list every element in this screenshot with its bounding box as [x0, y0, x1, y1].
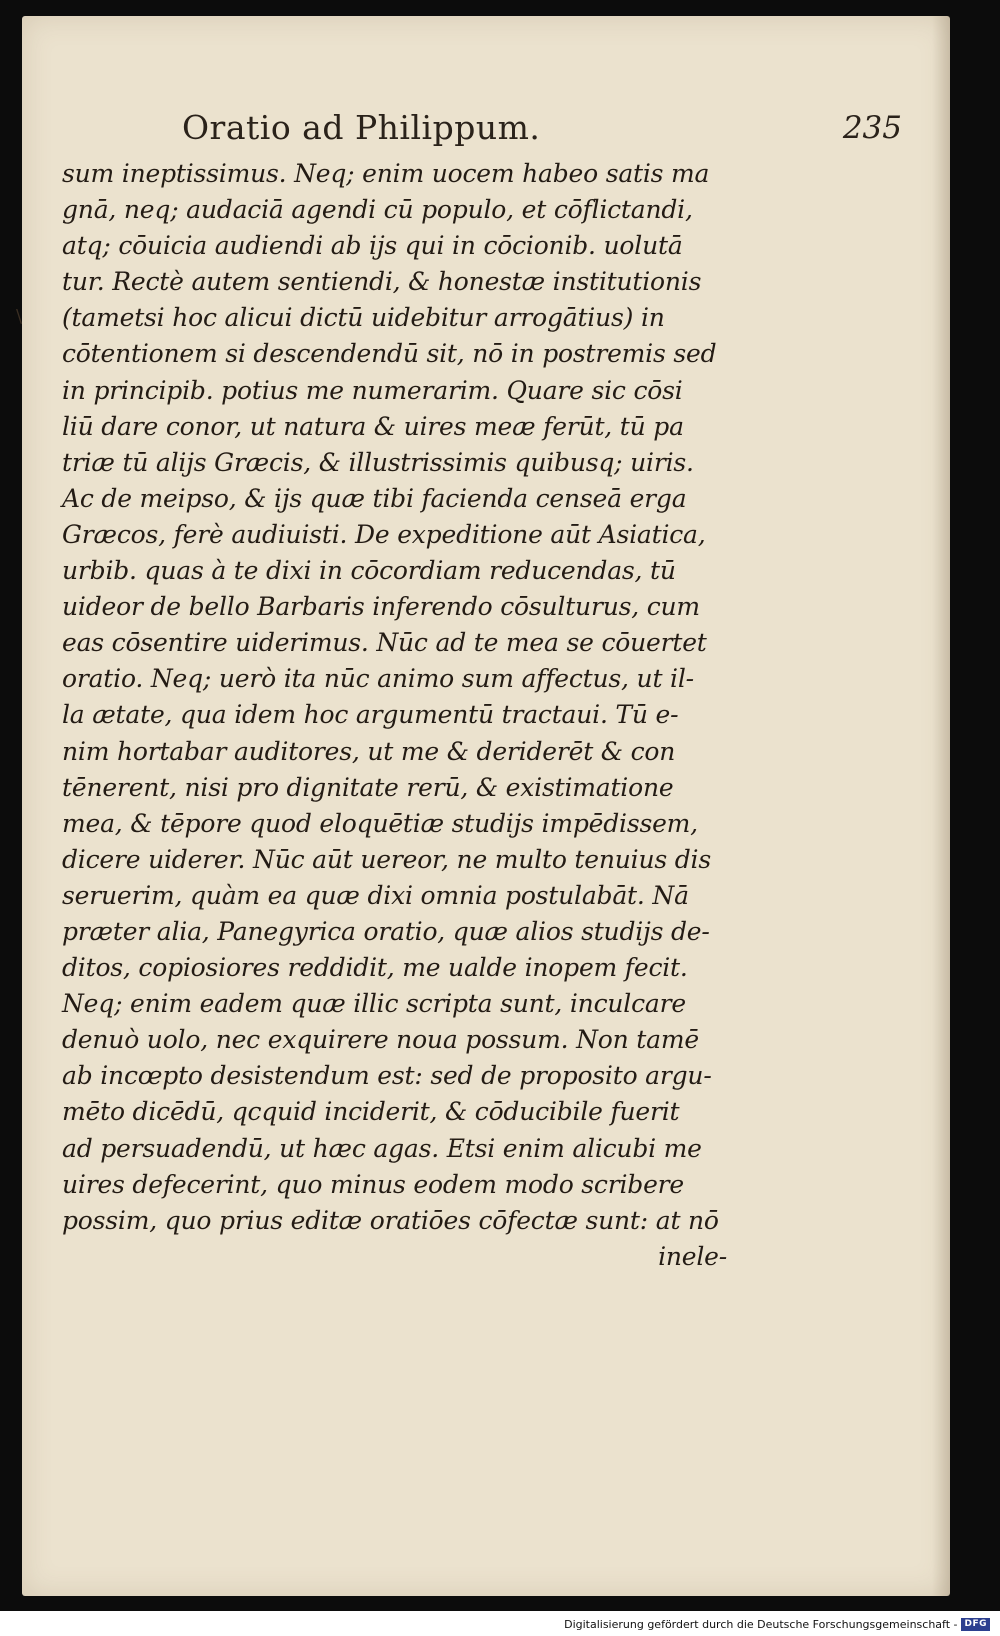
- text-line: sum ineptissimus. Neq; enim uocem habeo satis ma: [62, 159, 710, 188]
- text-line: urbib. quas à te dixi in cōcordiam reducendas, tū: [62, 556, 676, 586]
- page-edge-shadow: [932, 16, 950, 1596]
- text-line: mea, & tēpore quod eloquētiæ studijs impēdissem,: [62, 808, 698, 838]
- text-line: Neq; enim eadem quæ illic scripta sunt, inculcare: [62, 989, 686, 1019]
- text-line: dicere uiderer. Nūc aūt uereor, ne multo tenuius dis: [62, 844, 711, 874]
- page-header: [182, 108, 902, 158]
- text-line: ab incœpto desistendum est: sed de proposito argu-: [62, 1061, 712, 1091]
- credit-text: Digitalisierung gefördert durch die Deutsche Forschungsgemeinschaft -: [564, 1617, 958, 1631]
- running-head: Oratio ad Philippum.: [182, 108, 541, 147]
- digitization-credit: [564, 1616, 990, 1632]
- text-line: gnā, neq; audaciā agendi cū populo, et cōflictandi,: [62, 195, 693, 225]
- text-line: uires defecerint, quo minus eodem modo scribere: [62, 1169, 685, 1199]
- text-line: atq; cōuicia audiendi ab ijs qui in cōcionib. uolutā: [62, 231, 683, 261]
- text-line: cōtentionem si descendendū sit, nō in postremis sed: [62, 339, 717, 369]
- text-line: seruerim, quàm ea quæ dixi omnia postulabāt. Nā: [62, 880, 689, 910]
- text-line: Græcos, ferè audiuisti. De expeditione aūt Asiatica,: [62, 519, 706, 549]
- text-line: ad persuadendū, ut hæc agas. Etsi enim alicubi me: [62, 1133, 702, 1163]
- text-line: in principib. potius me numerarim. Quare sic cōsi: [62, 375, 683, 405]
- text-line: tur. Rectè autem sentiendi, & honestæ institutionis: [62, 267, 702, 297]
- text-line: mēto dicēdū, qcquid inciderit, & cōducibile fuerit: [62, 1097, 680, 1127]
- text-line: denuò uolo, nec exquirere noua possum. Non tamē: [62, 1025, 699, 1055]
- text-line: uideor de bello Barbaris inferendo cōsulturus, cum: [62, 592, 700, 622]
- text-line: ditos, copiosiores reddidit, me ualde inopem fecit.: [62, 953, 688, 983]
- book-page: [16, 16, 950, 1596]
- margin-mark-left: \: [16, 306, 23, 327]
- text-line: Ac de meipso, & ijs quæ tibi facienda censeā erga: [62, 483, 687, 513]
- page-number: 235: [842, 110, 902, 146]
- text-line: triæ tū alijs Græcis, & illustrissimis quibusq; uiris.: [62, 447, 694, 477]
- text-line: possim, quo prius editæ oratiōes cōfectæ sunt: at nō: [62, 1205, 719, 1235]
- catchword: inele-: [658, 1241, 727, 1271]
- text-line: liū dare conor, ut natura & uires meæ ferūt, tū pa: [62, 411, 684, 441]
- text-line: tēnerent, nisi pro dignitate rerū, & existimatione: [62, 772, 674, 802]
- text-line: præter alia, Panegyrica oratio, quæ alios studijs de-: [62, 916, 710, 946]
- body-text: [62, 156, 727, 1275]
- text-line: la ætate, qua idem hoc argumentū tractaui. Tū e-: [62, 700, 679, 730]
- text-line: oratio. Neq; uerò ita nūc animo sum affectus, ut il-: [62, 664, 694, 694]
- text-line: nim hortabar auditores, ut me & deriderēt & con: [62, 736, 676, 766]
- text-line: eas cōsentire uiderimus. Nūc ad te mea se cōuertet: [62, 628, 707, 658]
- dfg-logo: DFG: [961, 1618, 990, 1631]
- text-line: (tametsi hoc alicui dictū uidebitur arrogātius) in: [62, 303, 665, 333]
